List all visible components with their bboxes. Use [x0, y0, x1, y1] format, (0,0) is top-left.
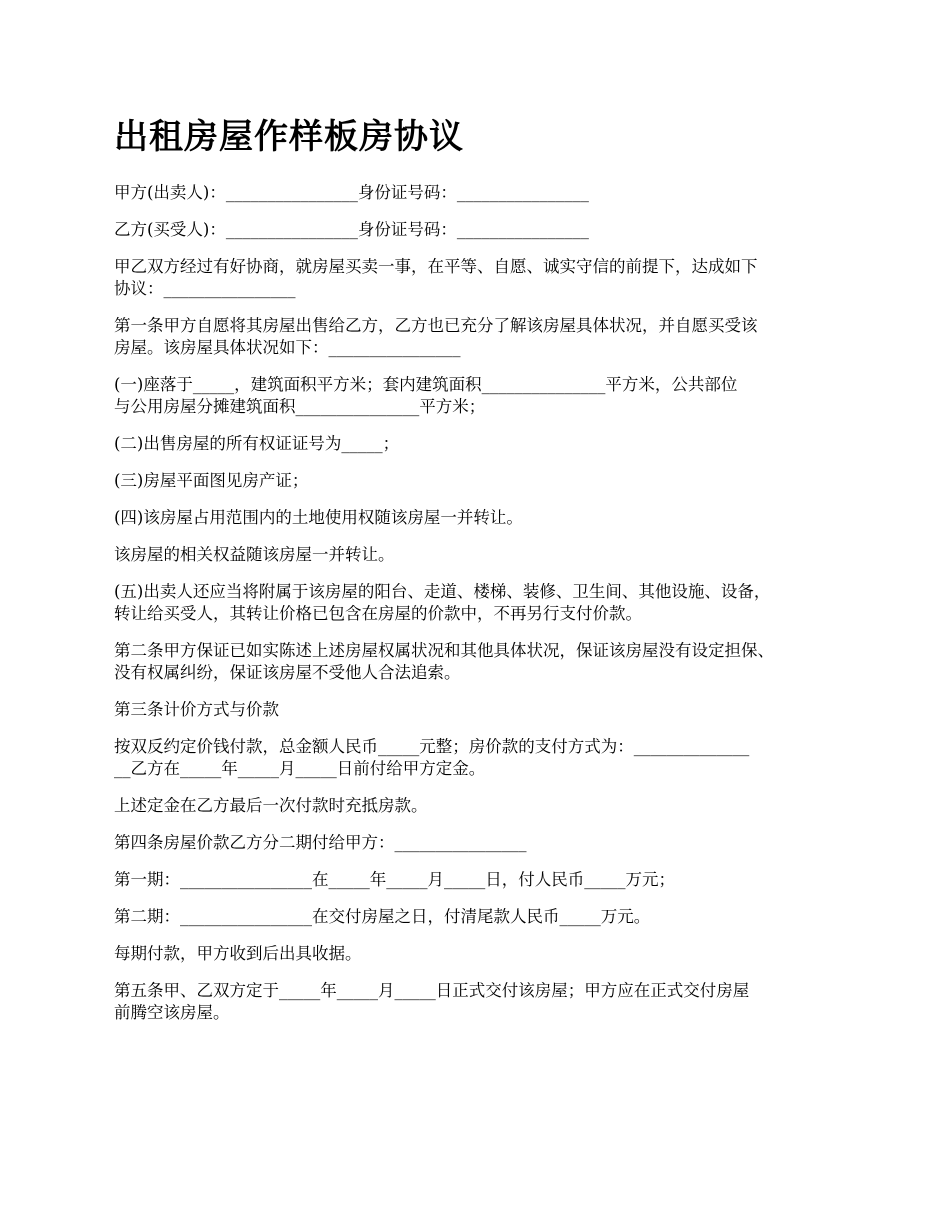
- article-1: 第一条甲方自愿将其房屋出售给乙方，乙方也已充分了解该房屋具体状况，并自愿买受该 房屋。该房屋具体状况如下：________________: [114, 316, 758, 357]
- document-page: [114, 112, 854, 1039]
- article-1-item-3: (三)房屋平面图见房产证；: [114, 471, 309, 490]
- article-1-item-5: (五)出卖人还应当将附属于该房屋的阳台、走道、楼梯、装修、卫生间、其他设施、设备， 转让给买受人，其转让价格已包含在房屋的价款中，不再另行支付价款。: [114, 582, 771, 623]
- party-b-line: 乙方(买受人)：________________身份证号码：________________: [114, 220, 589, 239]
- party-a-line: 甲方(出卖人)：________________身份证号码：________________: [114, 183, 589, 202]
- deposit-note: 上述定金在乙方最后一次付款时充抵房款。: [114, 796, 428, 815]
- article-4: 第四条房屋价款乙方分二期付给甲方：________________: [114, 833, 527, 852]
- article-1-item-1: (一)座落于_____，建筑面积平方米；套内建筑面积_______________平方米，公共部位 与公用房屋分摊建筑面积_______________平方米；: [114, 375, 738, 416]
- related-rights-note: 该房屋的相关权益随该房屋一并转让。: [114, 545, 395, 564]
- document-title: 出租房屋作样板房协议: [114, 117, 464, 157]
- agreement-intro: 甲乙双方经过有好协商，就房屋买卖一事，在平等、自愿、诚实守信的前提下，达成如下 协议：________________: [114, 257, 758, 298]
- article-2: 第二条甲方保证已如实陈述上述房屋权属状况和其他具体状况，保证该房屋没有设定担保、 没有权属纠纷，保证该房屋不受他人合法追索。: [114, 641, 774, 682]
- payment-terms: 按双反约定价钱付款，总金额人民币_____元整；房价款的支付方式为：______________ __乙方在_____年_____月_____日前付给甲方定金。: [114, 737, 750, 778]
- article-3-heading: 第三条计价方式与价款: [114, 700, 279, 719]
- receipt-note: 每期付款，甲方收到后出具收据。: [114, 944, 362, 963]
- article-1-item-2: (二)出售房屋的所有权证证号为_____；: [114, 434, 400, 453]
- payment-phase-1: 第一期：________________在_____年_____月_____日，付人民币_____万元；: [114, 870, 675, 889]
- payment-phase-2: 第二期：________________在交付房屋之日，付清尾款人民币_____万元。: [114, 907, 651, 926]
- article-5: 第五条甲、乙双方定于_____年_____月_____日正式交付该房屋；甲方应在正式交付房屋 前腾空该房屋。: [114, 981, 750, 1022]
- article-1-item-4: (四)该房屋占用范围内的土地使用权随该房屋一并转让。: [114, 508, 523, 527]
